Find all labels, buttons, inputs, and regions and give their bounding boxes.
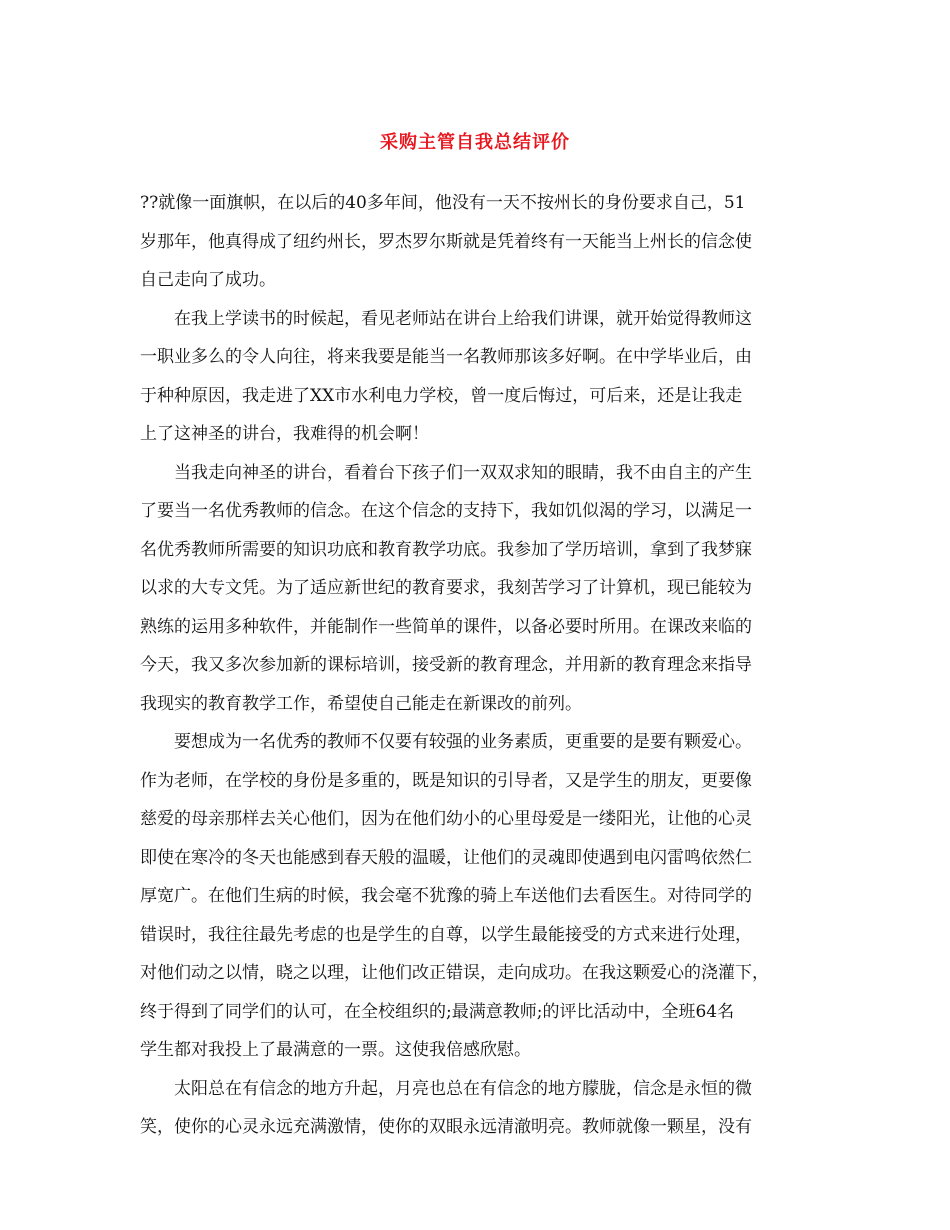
text-line: 自己走向了成功。 bbox=[140, 270, 276, 290]
text-line: 一职业多么的令人向往，将来我要是能当一名教师那该多好啊。在中学毕业后，由 bbox=[140, 347, 752, 367]
text-line: 终于得到了同学们的认可，在全校组织的;最满意教师;的评比活动中，全班64名 bbox=[140, 1001, 735, 1022]
text-line: 错误时，我往往最先考虑的也是学生的自尊，以学生最能接受的方式来进行处理， bbox=[140, 924, 752, 945]
text-line: 以求的大专文凭。为了适应新世纪的教育要求，我刻苦学习了计算机，现已能较为 bbox=[140, 578, 752, 598]
document-body bbox=[140, 184, 820, 1147]
text-line: 太阳总在有信念的地方升起，月亮也总在有信念的地方朦胧，信念是永恒的微 bbox=[174, 1078, 752, 1099]
text-line: 当我走向神圣的讲台，看着台下孩子们一双双求知的眼睛，我不由自主的产生 bbox=[174, 462, 752, 483]
text-line: 今天，我又多次参加新的课标培训，接受新的教育理念，并用新的教育理念来指导 bbox=[140, 655, 752, 675]
text-line: 笑，使你的心灵永远充满激情，使你的双眼永远清澈明亮。教师就像一颗星，没有 bbox=[140, 1117, 752, 1137]
text-line: 厚宽广。在他们生病的时候，我会毫不犹豫的骑上车送他们去看医生。对待同学的 bbox=[140, 886, 752, 906]
text-line: 了要当一名优秀教师的信念。在这个信念的支持下，我如饥似渴的学习，以满足一 bbox=[140, 501, 752, 521]
text-line: 我现实的教育教学工作，希望使自己能走在新课改的前列。 bbox=[140, 693, 582, 714]
text-line: 要想成为一名优秀的教师不仅要有较强的业务素质，更重要的是要有颗爱心。 bbox=[174, 732, 752, 752]
text-line: 在我上学读书的时候起，看见老师站在讲台上给我们讲课，就开始觉得教师这 bbox=[174, 308, 752, 329]
text-line: 熟练的运用多种软件，并能制作一些简单的课件，以备必要时所用。在课改来临的 bbox=[140, 616, 752, 637]
text-line: 即使在寒冷的冬天也能感到春天般的温暖，让他们的灵魂即使遇到电闪雷鸣依然仁 bbox=[140, 847, 752, 868]
document-title: 采购主管自我总结评价 bbox=[380, 132, 570, 153]
text-line: 作为老师，在学校的身份是多重的，既是知识的引导者，又是学生的朋友，更要像 bbox=[140, 770, 752, 791]
text-line: ??就像一面旗帜，在以后的40多年间，他没有一天不按州长的身份要求自己，51 bbox=[140, 193, 746, 213]
text-line: 对他们动之以情，晓之以理，让他们改正错误，走向成功。在我这颗爱心的浇灌下， bbox=[140, 963, 769, 983]
text-line: 于种种原因，我走进了XX市水利电力学校，曾一度后悔过，可后来，还是让我走 bbox=[140, 385, 743, 406]
text-line: 上了这神圣的讲台，我难得的机会啊！ bbox=[140, 424, 429, 444]
text-line: 学生都对我投上了最满意的一票。这使我倍感欣慰。 bbox=[140, 1040, 531, 1060]
text-line: 岁那年，他真得成了纽约州长，罗杰罗尔斯就是凭着终有一天能当上州长的信念使 bbox=[140, 231, 752, 252]
text-line: 名优秀教师所需要的知识功底和教育教学功底。我参加了学历培训，拿到了我梦寐 bbox=[140, 539, 752, 560]
text-line: 慈爱的母亲那样去关心他们，因为在他们幼小的心里母爱是一缕阳光，让他的心灵 bbox=[140, 809, 752, 829]
